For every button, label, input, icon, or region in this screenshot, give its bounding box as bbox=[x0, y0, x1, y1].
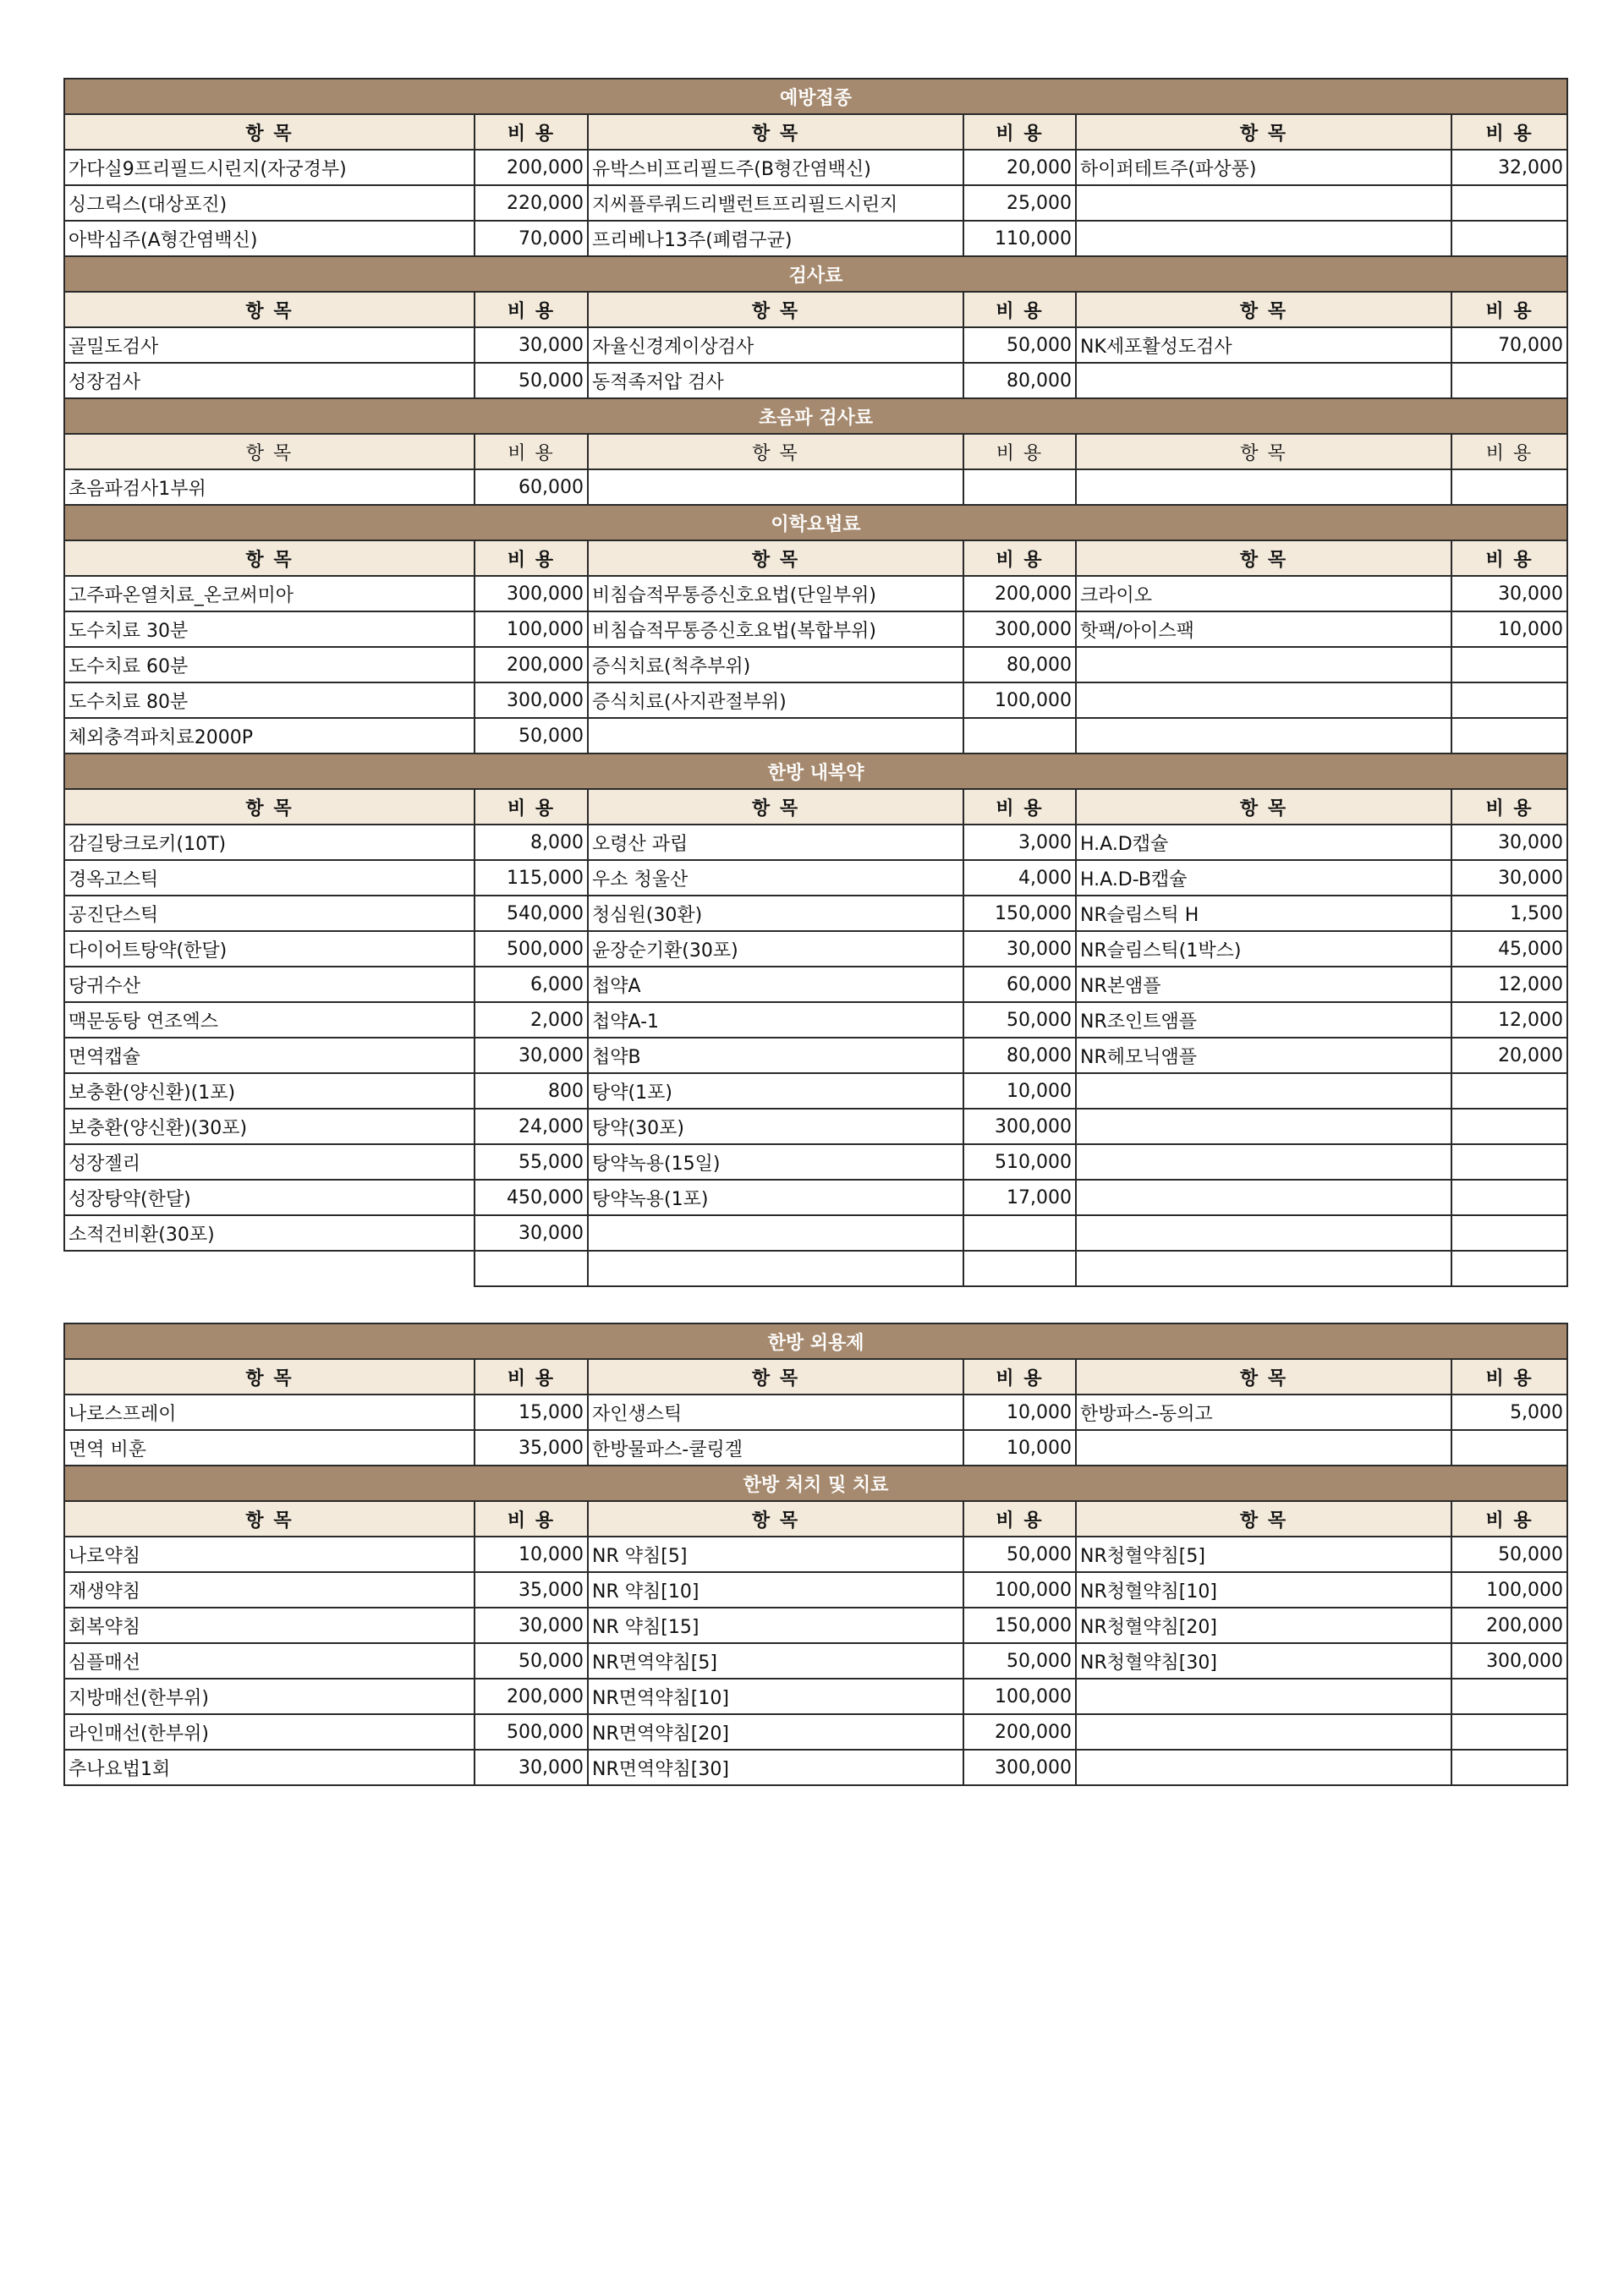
cost-header: 비 용 bbox=[963, 292, 1076, 327]
section-title-row bbox=[64, 79, 1567, 114]
item-cell bbox=[1076, 647, 1451, 682]
cost-cell: 200,000 bbox=[1451, 1608, 1567, 1643]
item-cell: 성장검사 bbox=[64, 363, 475, 398]
item-header: 항 목 bbox=[64, 434, 475, 469]
item-cell: NR면역약침[20] bbox=[588, 1714, 963, 1750]
cost-header: 비 용 bbox=[1451, 114, 1567, 150]
item-cell: 증식치료(척추부위) bbox=[588, 647, 963, 682]
cost-cell bbox=[1451, 1180, 1567, 1215]
item-cell: NR조인트앰플 bbox=[1076, 1002, 1451, 1038]
cost-cell bbox=[963, 718, 1076, 753]
cost-cell: 60,000 bbox=[963, 967, 1076, 1002]
item-cell: 도수치료 30분 bbox=[64, 611, 475, 647]
item-cell: 아박심주(A형간염백신) bbox=[64, 221, 475, 256]
cost-cell: 30,000 bbox=[1451, 825, 1567, 860]
cost-header: 비 용 bbox=[1451, 540, 1567, 576]
cost-cell: 5,000 bbox=[1451, 1395, 1567, 1430]
section-title-row bbox=[64, 1323, 1567, 1359]
item-header: 항 목 bbox=[64, 789, 475, 825]
cost-cell: 80,000 bbox=[963, 1038, 1076, 1073]
table-row bbox=[64, 1251, 1567, 1286]
cost-cell: 50,000 bbox=[475, 363, 588, 398]
cost-cell bbox=[1451, 1109, 1567, 1144]
table-row bbox=[64, 469, 1567, 505]
table-row bbox=[64, 647, 1567, 682]
cost-cell: 50,000 bbox=[963, 1643, 1076, 1679]
item-cell: 비침습적무통증신호요법(단일부위) bbox=[588, 576, 963, 611]
cost-cell: 12,000 bbox=[1451, 967, 1567, 1002]
item-cell: 추나요법1회 bbox=[64, 1750, 475, 1785]
item-cell: 오령산 과립 bbox=[588, 825, 963, 860]
cost-cell: 100,000 bbox=[963, 1679, 1076, 1714]
cost-cell: 300,000 bbox=[1451, 1643, 1567, 1679]
item-cell: 동적족저압 검사 bbox=[588, 363, 963, 398]
section-title-row bbox=[64, 398, 1567, 434]
table-row bbox=[64, 1608, 1567, 1643]
cost-cell: 200,000 bbox=[475, 150, 588, 185]
cost-cell bbox=[1451, 1750, 1567, 1785]
cost-cell: 540,000 bbox=[475, 896, 588, 931]
item-header: 항 목 bbox=[1076, 540, 1451, 576]
item-cell: 한방파스-동의고 bbox=[1076, 1395, 1451, 1430]
table-row bbox=[64, 1430, 1567, 1466]
column-header-row bbox=[64, 434, 1567, 469]
cost-cell: 500,000 bbox=[475, 931, 588, 967]
item-cell: NR청혈약침[20] bbox=[1076, 1608, 1451, 1643]
cost-cell: 24,000 bbox=[475, 1109, 588, 1144]
cost-cell: 17,000 bbox=[963, 1180, 1076, 1215]
item-cell: 하이퍼테트주(파상풍) bbox=[1076, 150, 1451, 185]
item-cell: 고주파온열치료_온코써미아 bbox=[64, 576, 475, 611]
table-row bbox=[64, 718, 1567, 753]
item-cell: 자율신경계이상검사 bbox=[588, 327, 963, 363]
item-cell: NR면역약침[5] bbox=[588, 1643, 963, 1679]
cost-header: 비 용 bbox=[1451, 434, 1567, 469]
cost-header: 비 용 bbox=[963, 789, 1076, 825]
cost-cell bbox=[475, 1251, 588, 1286]
item-cell: 첩약A-1 bbox=[588, 1002, 963, 1038]
item-header: 항 목 bbox=[64, 540, 475, 576]
cost-cell bbox=[1451, 718, 1567, 753]
item-header: 항 목 bbox=[64, 1359, 475, 1395]
item-cell: NR청혈약침[5] bbox=[1076, 1537, 1451, 1572]
table-row bbox=[64, 611, 1567, 647]
item-cell: 유박스비프리필드주(B형간염백신) bbox=[588, 150, 963, 185]
table-row bbox=[64, 825, 1567, 860]
cost-cell: 30,000 bbox=[1451, 576, 1567, 611]
item-cell: 당귀수산 bbox=[64, 967, 475, 1002]
cost-header: 비 용 bbox=[963, 434, 1076, 469]
cost-cell: 10,000 bbox=[963, 1430, 1076, 1466]
cost-cell bbox=[1451, 1073, 1567, 1109]
item-cell: 탕약(30포) bbox=[588, 1109, 963, 1144]
item-cell bbox=[1076, 1251, 1451, 1286]
cost-header: 비 용 bbox=[475, 1501, 588, 1537]
item-cell: 재생약침 bbox=[64, 1572, 475, 1608]
cost-cell: 45,000 bbox=[1451, 931, 1567, 967]
table-row bbox=[64, 1002, 1567, 1038]
item-cell: 심플매선 bbox=[64, 1643, 475, 1679]
cost-cell: 30,000 bbox=[1451, 860, 1567, 896]
item-cell: 지씨플루쿼드리밸런트프리필드시린지 bbox=[588, 185, 963, 221]
item-cell: 면역 비훈 bbox=[64, 1430, 475, 1466]
cost-cell: 50,000 bbox=[475, 1643, 588, 1679]
item-cell: 골밀도검사 bbox=[64, 327, 475, 363]
column-header-row bbox=[64, 1359, 1567, 1395]
table-row bbox=[64, 327, 1567, 363]
section-title: 초음파 검사료 bbox=[64, 398, 1567, 434]
cost-cell bbox=[963, 1251, 1076, 1286]
item-cell: 초음파검사1부위 bbox=[64, 469, 475, 505]
cost-cell: 100,000 bbox=[963, 1572, 1076, 1608]
section-spacer bbox=[64, 1286, 1567, 1323]
cost-cell: 50,000 bbox=[963, 1537, 1076, 1572]
cost-cell: 200,000 bbox=[963, 576, 1076, 611]
cost-cell: 100,000 bbox=[1451, 1572, 1567, 1608]
cost-cell bbox=[1451, 363, 1567, 398]
table-row bbox=[64, 576, 1567, 611]
item-cell: 청심원(30환) bbox=[588, 896, 963, 931]
cost-cell bbox=[1451, 682, 1567, 718]
cost-cell: 200,000 bbox=[475, 647, 588, 682]
item-header: 항 목 bbox=[1076, 434, 1451, 469]
item-cell bbox=[588, 1251, 963, 1286]
cost-header: 비 용 bbox=[963, 1501, 1076, 1537]
item-cell: NR면역약침[30] bbox=[588, 1750, 963, 1785]
cost-cell: 8,000 bbox=[475, 825, 588, 860]
table-row bbox=[64, 1109, 1567, 1144]
cost-cell: 3,000 bbox=[963, 825, 1076, 860]
cost-cell bbox=[1451, 221, 1567, 256]
item-cell bbox=[1076, 1679, 1451, 1714]
item-cell: 첩약A bbox=[588, 967, 963, 1002]
table-row bbox=[64, 1395, 1567, 1430]
item-cell: 가다실9프리필드시린지(자궁경부) bbox=[64, 150, 475, 185]
spacer-cell bbox=[64, 1286, 1567, 1323]
price-list-table bbox=[63, 78, 1568, 1786]
price-list-document bbox=[63, 78, 1566, 1786]
cost-cell: 500,000 bbox=[475, 1714, 588, 1750]
item-cell: NR슬림스틱 H bbox=[1076, 896, 1451, 931]
item-cell: H.A.D캡슐 bbox=[1076, 825, 1451, 860]
cost-cell: 10,000 bbox=[475, 1537, 588, 1572]
item-header: 항 목 bbox=[588, 114, 963, 150]
item-cell bbox=[1076, 1215, 1451, 1251]
table-row bbox=[64, 931, 1567, 967]
cost-cell: 50,000 bbox=[963, 327, 1076, 363]
cost-cell: 35,000 bbox=[475, 1572, 588, 1608]
table-row bbox=[64, 1215, 1567, 1251]
cost-cell: 25,000 bbox=[963, 185, 1076, 221]
cost-header: 비 용 bbox=[963, 540, 1076, 576]
item-cell bbox=[588, 1215, 963, 1251]
item-cell: 도수치료 60분 bbox=[64, 647, 475, 682]
cost-cell: 10,000 bbox=[1451, 611, 1567, 647]
cost-cell: 70,000 bbox=[475, 221, 588, 256]
column-header-row bbox=[64, 114, 1567, 150]
cost-cell: 70,000 bbox=[1451, 327, 1567, 363]
item-cell: 비침습적무통증신호요법(복합부위) bbox=[588, 611, 963, 647]
section-title-row bbox=[64, 753, 1567, 789]
column-header-row bbox=[64, 1501, 1567, 1537]
cost-cell: 50,000 bbox=[963, 1002, 1076, 1038]
cost-cell: 115,000 bbox=[475, 860, 588, 896]
item-cell: 라인매선(한부위) bbox=[64, 1714, 475, 1750]
cost-header: 비 용 bbox=[1451, 1501, 1567, 1537]
cost-header: 비 용 bbox=[475, 114, 588, 150]
item-cell: 핫팩/아이스팩 bbox=[1076, 611, 1451, 647]
item-cell: NR헤모닉앰플 bbox=[1076, 1038, 1451, 1073]
cost-cell: 800 bbox=[475, 1073, 588, 1109]
cost-cell: 6,000 bbox=[475, 967, 588, 1002]
item-header: 항 목 bbox=[64, 292, 475, 327]
item-cell bbox=[1076, 682, 1451, 718]
item-cell: 증식치료(사지관절부위) bbox=[588, 682, 963, 718]
cost-cell: 510,000 bbox=[963, 1144, 1076, 1180]
item-cell: NR 약침[5] bbox=[588, 1537, 963, 1572]
item-cell bbox=[1076, 1750, 1451, 1785]
cost-cell: 20,000 bbox=[1451, 1038, 1567, 1073]
cost-cell: 150,000 bbox=[963, 896, 1076, 931]
cost-cell bbox=[1451, 1215, 1567, 1251]
cost-cell bbox=[1451, 647, 1567, 682]
cost-cell: 80,000 bbox=[963, 647, 1076, 682]
table-row bbox=[64, 1537, 1567, 1572]
item-cell: 도수치료 80분 bbox=[64, 682, 475, 718]
cost-cell: 30,000 bbox=[963, 931, 1076, 967]
item-header: 항 목 bbox=[1076, 1501, 1451, 1537]
cost-cell bbox=[1451, 1714, 1567, 1750]
cost-cell: 300,000 bbox=[963, 611, 1076, 647]
item-cell bbox=[1076, 185, 1451, 221]
cost-cell bbox=[1451, 1679, 1567, 1714]
item-cell: NR면역약침[10] bbox=[588, 1679, 963, 1714]
section-title: 이학요법료 bbox=[64, 505, 1567, 540]
cost-header: 비 용 bbox=[475, 434, 588, 469]
cost-cell: 32,000 bbox=[1451, 150, 1567, 185]
item-cell bbox=[1076, 1430, 1451, 1466]
cost-cell: 300,000 bbox=[475, 682, 588, 718]
table-row bbox=[64, 860, 1567, 896]
section-title: 검사료 bbox=[64, 256, 1567, 292]
cost-cell: 50,000 bbox=[475, 718, 588, 753]
item-cell: NR슬림스틱(1박스) bbox=[1076, 931, 1451, 967]
item-cell: NR청혈약침[10] bbox=[1076, 1572, 1451, 1608]
table-row bbox=[64, 1144, 1567, 1180]
item-header: 항 목 bbox=[588, 1359, 963, 1395]
item-cell: 프리베나13주(폐렴구균) bbox=[588, 221, 963, 256]
table-row bbox=[64, 1038, 1567, 1073]
table-row bbox=[64, 1679, 1567, 1714]
cost-cell: 35,000 bbox=[475, 1430, 588, 1466]
item-cell bbox=[64, 1251, 475, 1286]
section-title-row bbox=[64, 505, 1567, 540]
table-row bbox=[64, 150, 1567, 185]
item-header: 항 목 bbox=[1076, 292, 1451, 327]
section-title: 한방 처치 및 치료 bbox=[64, 1466, 1567, 1501]
item-cell bbox=[1076, 1714, 1451, 1750]
item-cell: 면역캡슐 bbox=[64, 1038, 475, 1073]
cost-cell: 150,000 bbox=[963, 1608, 1076, 1643]
cost-header: 비 용 bbox=[963, 1359, 1076, 1395]
item-header: 항 목 bbox=[588, 1501, 963, 1537]
item-header: 항 목 bbox=[1076, 114, 1451, 150]
section-title-row bbox=[64, 1466, 1567, 1501]
item-header: 항 목 bbox=[588, 789, 963, 825]
cost-cell: 100,000 bbox=[963, 682, 1076, 718]
item-cell: 다이어트탕약(한달) bbox=[64, 931, 475, 967]
cost-cell bbox=[1451, 469, 1567, 505]
item-cell bbox=[1076, 1144, 1451, 1180]
item-cell: 성장젤리 bbox=[64, 1144, 475, 1180]
item-cell: H.A.D-B캡슐 bbox=[1076, 860, 1451, 896]
cost-header: 비 용 bbox=[1451, 1359, 1567, 1395]
cost-cell: 60,000 bbox=[475, 469, 588, 505]
section-title: 한방 내복약 bbox=[64, 753, 1567, 789]
table-row bbox=[64, 1572, 1567, 1608]
cost-header: 비 용 bbox=[1451, 292, 1567, 327]
item-cell bbox=[1076, 221, 1451, 256]
cost-cell bbox=[1451, 185, 1567, 221]
cost-cell: 300,000 bbox=[963, 1750, 1076, 1785]
table-row bbox=[64, 1073, 1567, 1109]
cost-cell: 12,000 bbox=[1451, 1002, 1567, 1038]
section-title: 예방접종 bbox=[64, 79, 1567, 114]
cost-header: 비 용 bbox=[475, 540, 588, 576]
table-row bbox=[64, 1180, 1567, 1215]
cost-cell: 2,000 bbox=[475, 1002, 588, 1038]
item-header: 항 목 bbox=[588, 434, 963, 469]
table-row bbox=[64, 221, 1567, 256]
cost-cell: 300,000 bbox=[475, 576, 588, 611]
item-header: 항 목 bbox=[588, 540, 963, 576]
item-cell: 소적건비환(30포) bbox=[64, 1215, 475, 1251]
item-cell: 첩약B bbox=[588, 1038, 963, 1073]
cost-cell: 30,000 bbox=[475, 1750, 588, 1785]
item-cell: NK세포활성도검사 bbox=[1076, 327, 1451, 363]
item-cell: 나로약침 bbox=[64, 1537, 475, 1572]
table-row bbox=[64, 896, 1567, 931]
cost-cell: 4,000 bbox=[963, 860, 1076, 896]
item-cell bbox=[1076, 718, 1451, 753]
cost-cell: 15,000 bbox=[475, 1395, 588, 1430]
cost-cell: 200,000 bbox=[475, 1679, 588, 1714]
section-title-row bbox=[64, 256, 1567, 292]
item-cell: 탕약(1포) bbox=[588, 1073, 963, 1109]
item-cell: 크라이오 bbox=[1076, 576, 1451, 611]
item-cell: 보충환(양신환)(1포) bbox=[64, 1073, 475, 1109]
item-cell: 나로스프레이 bbox=[64, 1395, 475, 1430]
cost-cell: 30,000 bbox=[475, 1608, 588, 1643]
item-cell bbox=[588, 718, 963, 753]
cost-cell bbox=[1451, 1251, 1567, 1286]
column-header-row bbox=[64, 789, 1567, 825]
item-header: 항 목 bbox=[588, 292, 963, 327]
item-cell: 공진단스틱 bbox=[64, 896, 475, 931]
item-header: 항 목 bbox=[1076, 1359, 1451, 1395]
cost-cell: 30,000 bbox=[475, 1038, 588, 1073]
table-row bbox=[64, 185, 1567, 221]
item-cell: NR 약침[10] bbox=[588, 1572, 963, 1608]
item-cell: 체외충격파치료2000P bbox=[64, 718, 475, 753]
item-header: 항 목 bbox=[64, 114, 475, 150]
cost-cell: 30,000 bbox=[475, 1215, 588, 1251]
cost-cell: 1,500 bbox=[1451, 896, 1567, 931]
table-row bbox=[64, 1643, 1567, 1679]
item-cell: NR본앰플 bbox=[1076, 967, 1451, 1002]
item-cell bbox=[1076, 1073, 1451, 1109]
item-header: 항 목 bbox=[64, 1501, 475, 1537]
cost-cell: 450,000 bbox=[475, 1180, 588, 1215]
cost-cell: 10,000 bbox=[963, 1395, 1076, 1430]
item-cell: 성장탕약(한달) bbox=[64, 1180, 475, 1215]
cost-cell: 80,000 bbox=[963, 363, 1076, 398]
cost-cell: 200,000 bbox=[963, 1714, 1076, 1750]
table-row bbox=[64, 682, 1567, 718]
cost-header: 비 용 bbox=[475, 789, 588, 825]
item-cell: 회복약침 bbox=[64, 1608, 475, 1643]
cost-cell: 300,000 bbox=[963, 1109, 1076, 1144]
item-cell: 싱그릭스(대상포진) bbox=[64, 185, 475, 221]
cost-cell bbox=[963, 469, 1076, 505]
cost-cell bbox=[963, 1215, 1076, 1251]
table-row bbox=[64, 1750, 1567, 1785]
item-cell: 한방물파스-쿨링겔 bbox=[588, 1430, 963, 1466]
table-row bbox=[64, 363, 1567, 398]
table-row bbox=[64, 1714, 1567, 1750]
cost-cell: 220,000 bbox=[475, 185, 588, 221]
cost-cell: 55,000 bbox=[475, 1144, 588, 1180]
item-cell: 감길탕크로키(10T) bbox=[64, 825, 475, 860]
cost-cell: 100,000 bbox=[475, 611, 588, 647]
cost-cell: 30,000 bbox=[475, 327, 588, 363]
item-cell bbox=[588, 469, 963, 505]
column-header-row bbox=[64, 540, 1567, 576]
item-cell: 우소 청울산 bbox=[588, 860, 963, 896]
item-cell: NR 약침[15] bbox=[588, 1608, 963, 1643]
item-cell: 경옥고스틱 bbox=[64, 860, 475, 896]
item-cell: 윤장순기환(30포) bbox=[588, 931, 963, 967]
item-cell bbox=[1076, 1180, 1451, 1215]
table-row bbox=[64, 967, 1567, 1002]
column-header-row bbox=[64, 292, 1567, 327]
item-header: 항 목 bbox=[1076, 789, 1451, 825]
section-title: 한방 외용제 bbox=[64, 1323, 1567, 1359]
item-cell: 맥문동탕 연조엑스 bbox=[64, 1002, 475, 1038]
cost-cell: 110,000 bbox=[963, 221, 1076, 256]
cost-header: 비 용 bbox=[475, 292, 588, 327]
item-cell bbox=[1076, 363, 1451, 398]
item-cell bbox=[1076, 1109, 1451, 1144]
item-cell: NR청혈약침[30] bbox=[1076, 1643, 1451, 1679]
cost-cell: 20,000 bbox=[963, 150, 1076, 185]
cost-cell bbox=[1451, 1430, 1567, 1466]
item-cell: 탕약녹용(15일) bbox=[588, 1144, 963, 1180]
cost-cell: 10,000 bbox=[963, 1073, 1076, 1109]
cost-cell: 50,000 bbox=[1451, 1537, 1567, 1572]
item-cell bbox=[1076, 469, 1451, 505]
item-cell: 자인생스틱 bbox=[588, 1395, 963, 1430]
cost-header: 비 용 bbox=[1451, 789, 1567, 825]
cost-header: 비 용 bbox=[475, 1359, 588, 1395]
cost-header: 비 용 bbox=[963, 114, 1076, 150]
item-cell: 보충환(양신환)(30포) bbox=[64, 1109, 475, 1144]
item-cell: 지방매선(한부위) bbox=[64, 1679, 475, 1714]
item-cell: 탕약녹용(1포) bbox=[588, 1180, 963, 1215]
cost-cell bbox=[1451, 1144, 1567, 1180]
